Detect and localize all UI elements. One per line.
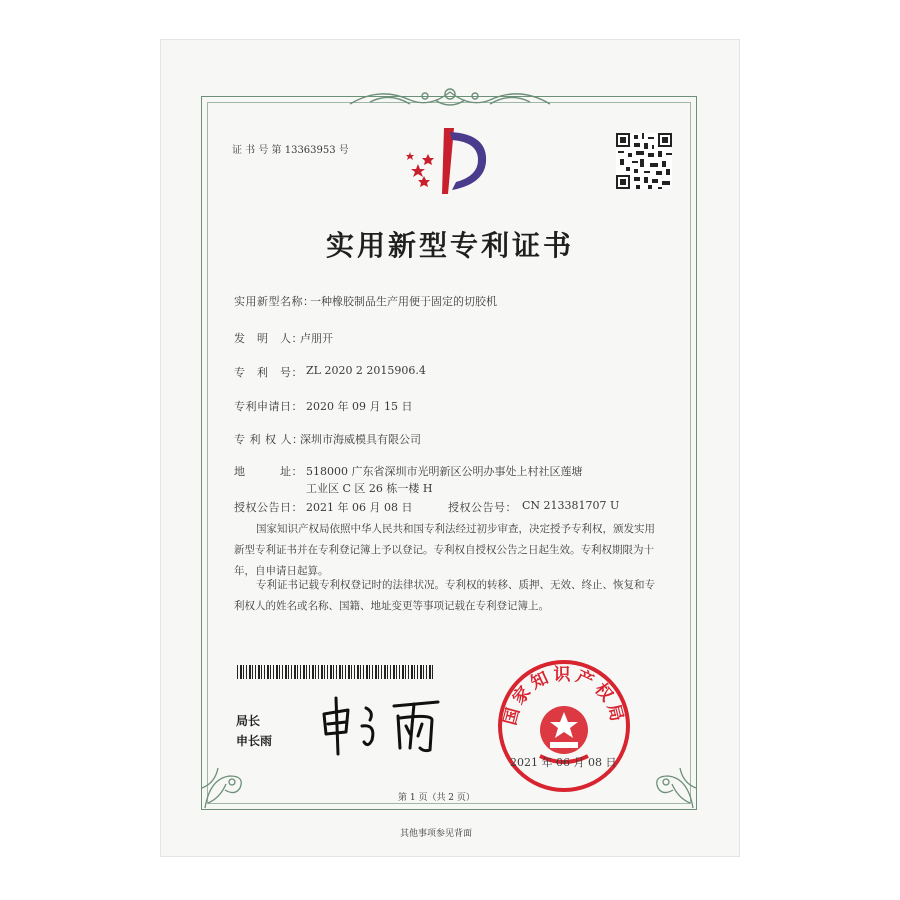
address-line1: 518000 广东省深圳市光明新区公明办事处上村社区莲塘 [306, 465, 583, 478]
top-ornament [340, 82, 560, 112]
certificate-title: 实用新型专利证书 [325, 229, 574, 262]
name-value: 一种橡胶制品生产用便于固定的切胶机 [310, 295, 497, 308]
name-label: 实用新型名称： [234, 295, 315, 308]
grant-paragraph: 国家知识产权局依照中华人民共和国专利法经过初步审查，决定授予专利权，颁发实用新型专利证书并在专利登记簿上予以登记。专利权自授权公告之日起生效。专利权期限为十年，自申请日起算。 [234, 523, 655, 577]
grant-number-label: 授权公告号： [448, 501, 517, 514]
director-name: 申长雨 [236, 734, 273, 748]
grant-date-value: 2021 年 06 月 08 日 [306, 501, 413, 514]
filing-date-value: 2020 年 09 月 15 日 [306, 400, 413, 413]
footer-note: 其他事项参见背面 [400, 829, 473, 839]
address-label: 地 址： [234, 465, 303, 478]
qr-code [616, 133, 672, 189]
page-indicator: 第 1 页（共 2 页） [398, 793, 475, 803]
legal-status-paragraph: 专利证书记载专利权登记时的法律状况。专利权的转移、质押、无效、终止、恢复和专利权人的姓名或名称、国籍、地址变更等事项记载在专利登记簿上。 [234, 579, 655, 612]
patentee-value: 深圳市海威模具有限公司 [300, 433, 421, 446]
bottom-right-ornament [638, 748, 698, 810]
inventor-label: 发 明 人： [234, 332, 303, 345]
certificate-number: 证 书 号 第 13363953 号 [232, 145, 349, 156]
seal-text: 国家知识产权局 [500, 665, 628, 728]
inventor-value: 卢朋开 [300, 332, 333, 345]
address-line2: 工业区 C 区 26 栋一楼 H [306, 482, 433, 495]
director-title: 局长 [236, 714, 261, 728]
office-seal [494, 656, 634, 796]
grant-date-label: 授权公告日： [234, 501, 303, 514]
filing-date-label: 专利申请日： [234, 400, 303, 413]
patent-number-value: ZL 2020 2 2015906.4 [306, 364, 426, 377]
barcode [237, 665, 435, 679]
patentee-label: 专 利 权 人： [234, 433, 304, 446]
seal-date: 2021 年 06 月 08 日 [510, 756, 617, 769]
patent-number-label: 专 利 号： [234, 366, 303, 379]
patent-office-logo [400, 124, 492, 196]
grant-number-value: CN 213381707 U [522, 499, 620, 512]
bottom-left-ornament [200, 748, 260, 810]
director-signature [318, 690, 448, 760]
